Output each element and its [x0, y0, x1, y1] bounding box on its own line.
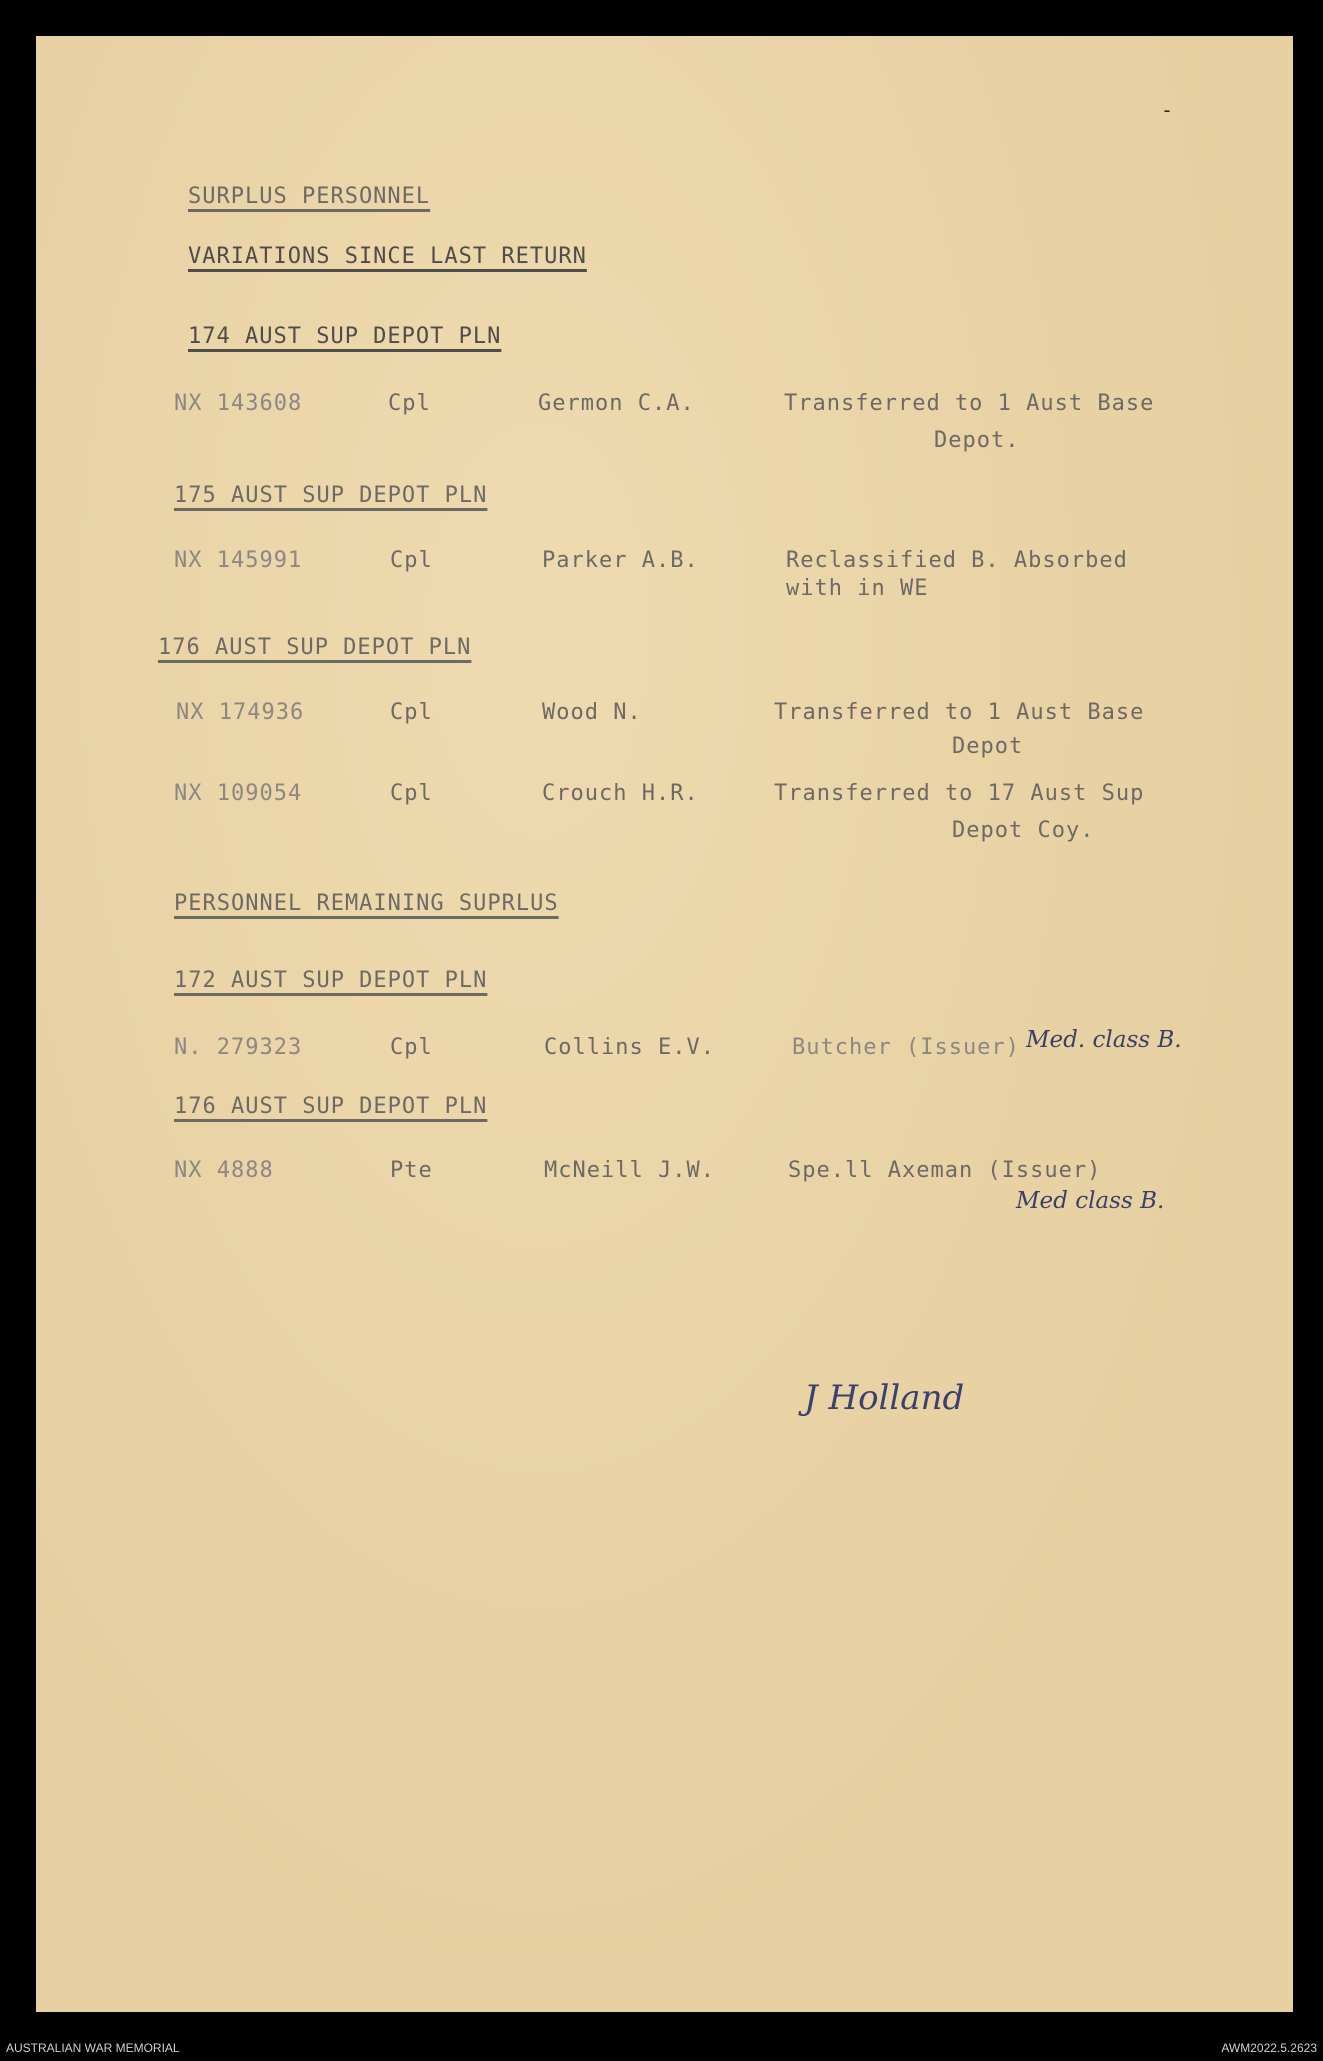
footer-archive-name: AUSTRALIAN WAR MEMORIAL [6, 2041, 180, 2055]
rank: Cpl [390, 1035, 433, 1060]
handwritten-annotation: Med class B. [1016, 1188, 1165, 1214]
person-name: Wood N. [542, 700, 642, 725]
section-176-heading: 176 AUST SUP DEPOT PLN [158, 635, 472, 660]
remark-line-2: with in WE [786, 576, 929, 601]
person-name: Crouch H.R. [542, 781, 699, 806]
ink-mark: ‑ [1161, 98, 1174, 122]
remark-line-1: Transferred to 17 Aust Sup [774, 781, 1145, 806]
person-name: Parker A.B. [542, 548, 699, 573]
section-174-heading: 174 AUST SUP DEPOT PLN [188, 324, 502, 349]
rank: Cpl [390, 700, 433, 725]
section-172-heading: 172 AUST SUP DEPOT PLN [174, 968, 488, 993]
rank: Pte [390, 1158, 433, 1183]
rank: Cpl [390, 548, 433, 573]
remark-line-2: Depot. [934, 428, 1020, 453]
rank: Cpl [388, 391, 431, 416]
remark-line-2: Depot Coy. [952, 818, 1095, 843]
section-175-heading: 175 AUST SUP DEPOT PLN [174, 483, 488, 508]
rank: Cpl [390, 781, 433, 806]
footer-reference: AWM2022.5.2623 [1221, 2041, 1317, 2055]
remark-line-1: Transferred to 1 Aust Base [784, 391, 1155, 416]
service-number: NX 4888 [174, 1158, 274, 1183]
section-176-remaining-heading: 176 AUST SUP DEPOT PLN [174, 1094, 488, 1119]
signature: J Holland [804, 1378, 965, 1418]
variations-heading: VARIATIONS SINCE LAST RETURN [188, 244, 587, 269]
person-name: Collins E.V. [544, 1035, 715, 1060]
paper-sheet [36, 36, 1293, 2012]
remark-line-1: Transferred to 1 Aust Base [774, 700, 1145, 725]
service-number: NX 145991 [174, 548, 303, 573]
service-number: NX 143608 [174, 391, 303, 416]
remark-line-2: Depot [952, 734, 1024, 759]
service-number: NX 174936 [176, 700, 305, 725]
remark-line-1: Reclassified B. Absorbed [786, 548, 1128, 573]
title-heading: SURPLUS PERSONNEL [188, 184, 431, 209]
remaining-heading: PERSONNEL REMAINING SUPRLUS [174, 891, 559, 916]
remark: Butcher (Issuer) [792, 1035, 1020, 1060]
service-number: N. 279323 [174, 1035, 303, 1060]
person-name: McNeill J.W. [544, 1158, 715, 1183]
service-number: NX 109054 [174, 781, 303, 806]
handwritten-annotation: Med. class B. [1026, 1027, 1182, 1053]
remark: Spe.ll Axeman (Issuer) [788, 1158, 1102, 1183]
person-name: Germon C.A. [538, 391, 695, 416]
